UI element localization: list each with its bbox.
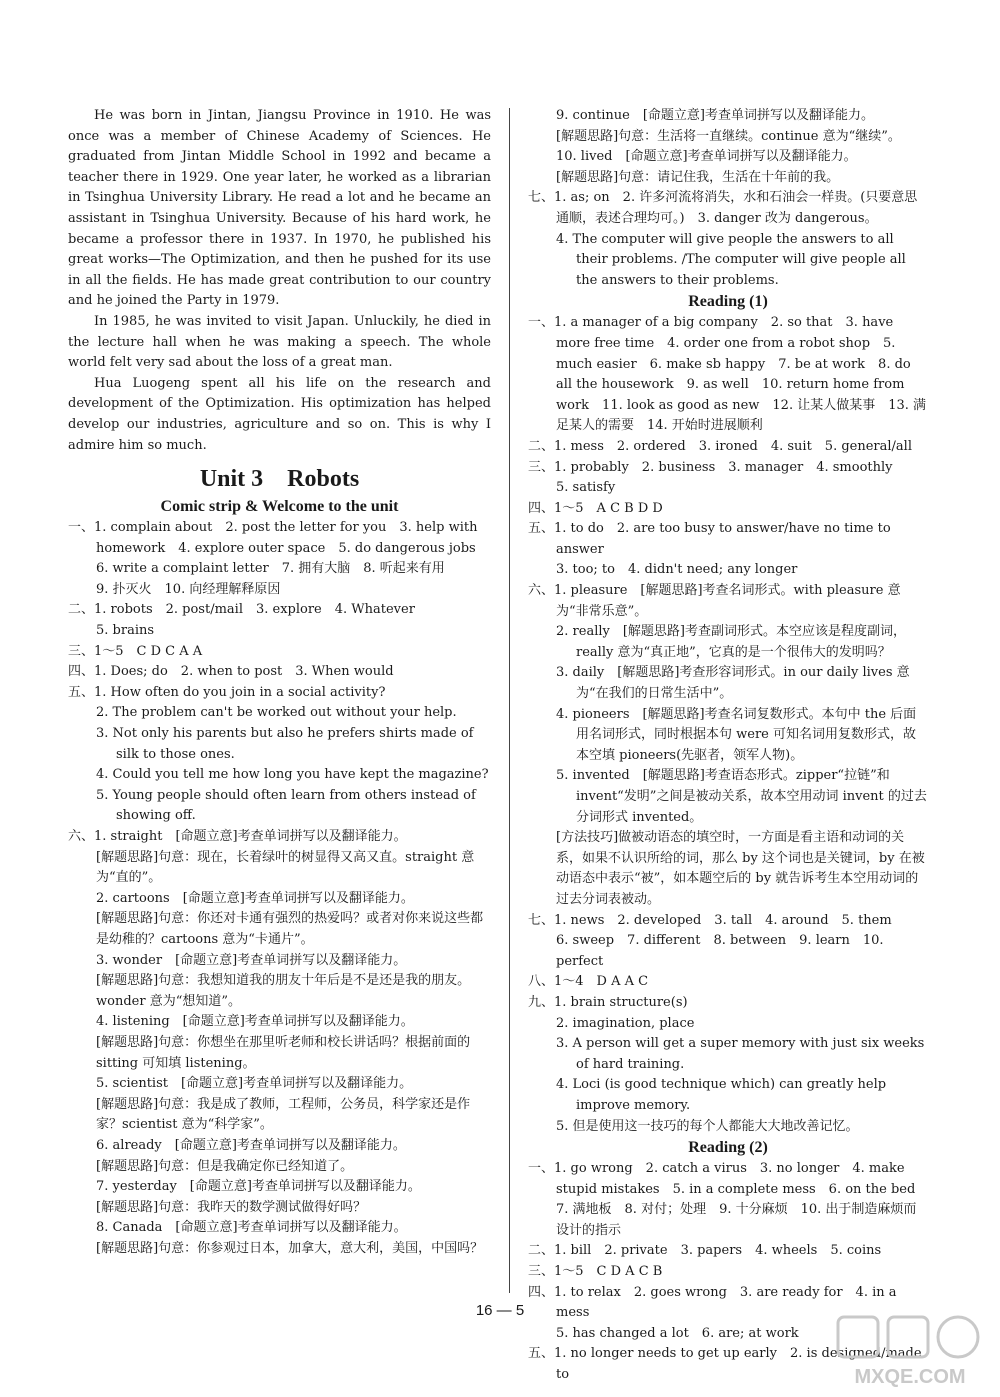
answer-item: 3. A person will get a super memory with just six weeks of hard training. bbox=[556, 1036, 925, 1072]
answer-item: 4. pioneers [解题思路]考查名词复数形式。本句中 the 后面用名词形式，同时根据本句 were 可知名词用复数形式，故本空填 pioneers(先驱者，领军人物)。 bbox=[556, 706, 917, 763]
answer-item: 五、1. How often do you join in a social activity? bbox=[68, 684, 386, 700]
right-column bbox=[528, 106, 928, 1386]
answer-item: 4. The computer will give people the answers to all their problems. /The computer will give people all the answers to their problems. bbox=[556, 231, 906, 288]
answer-item: 3. too; to 4. didn't need; any longer bbox=[556, 562, 798, 578]
answer-item: 一、1. complain about 2. post the letter for you 3. help with homework 4. explore outer space 5. do dangerous jobs bbox=[68, 520, 478, 556]
answer-item: 一、1. a manager of a big company 2. so that 3. have more free time 4. order one from a robot shop 5. much easier 6. make sb happy 7. be at work 8. do all the housework 9. as well 10. return home from work 11. look as good as new 12. 让某人做某事 13. 满足某人的需要 14. 开始时进展顺利 bbox=[528, 315, 927, 434]
answer-item: 九、1. brain structure(s) bbox=[528, 994, 688, 1010]
answer-item: 七、1. news 2. developed 3. tall 4. around 5. them bbox=[528, 912, 892, 928]
answer-item: 二、1. bill 2. private 3. papers 4. wheels 5. coins bbox=[528, 1243, 882, 1259]
watermark-text: MXQE.COM bbox=[854, 1366, 966, 1388]
answer-item: [解题思路]句意：你还对卡通有强烈的热爱吗？或者对你来说这些都是幼稚的？cartoons 意为“卡通片”。 bbox=[96, 911, 484, 947]
watermark-logo bbox=[834, 1313, 986, 1389]
page-number: 16 — 5 bbox=[475, 1302, 525, 1319]
answer-item: 6. sweep 7. different 8. between 9. learn 10. perfect bbox=[556, 933, 884, 969]
answer-item: [解题思路]句意：我想知道我的朋友十年后是不是还是我的朋友。wonder 意为“想知道”。 bbox=[96, 973, 471, 1009]
essay-paragraph: He was born in Jintan, Jiangsu Province in 1910. He was once was a member of Chinese Academy of Sciences. He graduated from Jintan Middle School in 1992 and became a teacher there in 1929. One year later, he worked as a librarian in Tsinghua University Library. He read a lot and he became an assistant in Tsinghua University. Because of his hard work, he became a professor there in 1937. In 1970, he published his great works—The Optimization, and then he pushed for its use in all the fields. He has made great contribution to our country and he joined the Party in 1979. bbox=[68, 108, 491, 309]
answer-item: 4. Loci (is good technique which) can greatly help improve memory. bbox=[556, 1077, 887, 1113]
answer-item: [解题思路]句意：现在，长着绿叶的树显得又高又直。straight 意为“直的”。 bbox=[96, 849, 475, 886]
answer-item: 9. continue [命题立意]考查单词拼写以及翻译能力。 bbox=[556, 108, 874, 123]
answer-item: 四、1. Does; do 2. when to post 3. When would bbox=[68, 664, 394, 680]
answer-item: 四、1. to relax 2. goes wrong 3. are ready for 4. in a mess bbox=[528, 1284, 897, 1321]
answer-item: 6. write a complaint letter 7. 拥有大脑 8. 听起来有用 bbox=[96, 561, 445, 577]
answer-item: [解题思路]句意：但是我确定你已经知道了。 bbox=[96, 1158, 354, 1174]
answer-item: 9. 扑灭火 10. 向经理解释原因 bbox=[96, 581, 281, 597]
answer-item: 七、1. as; on 2. 许多河流将消失，水和石油会一样贵。(只要意思通顺，表述合理均可。) 3. danger 改为 dangerous。 bbox=[528, 190, 918, 226]
answer-item: 5. satisfy bbox=[556, 480, 616, 496]
answer-list bbox=[528, 313, 928, 1137]
answer-item: 三、1～5 C D A C B bbox=[528, 1264, 663, 1280]
column-divider bbox=[509, 108, 510, 1293]
answer-item: 四、1～5 A C B D D bbox=[528, 500, 663, 516]
answer-item: [解题思路]句意：我是成了教师，工程师，公务员，科学家还是作家？scientist 意为“科学家”。 bbox=[96, 1096, 471, 1133]
answer-item: [解题思路]句意：你参观过日本，加拿大，意大利，美国，中国吗？ bbox=[96, 1240, 484, 1256]
answer-item: 2. imagination, place bbox=[556, 1015, 695, 1031]
answer-item: 7. yesterday [命题立意]考查单词拼写以及翻译能力。 bbox=[96, 1179, 421, 1195]
section-title-reading-2: Reading (2) bbox=[688, 1139, 768, 1157]
answer-item: [解题思路]句意：请记住我，生活在十年前的我。 bbox=[556, 169, 840, 185]
left-column bbox=[68, 106, 491, 1259]
answer-item: 5. scientist [命题立意]考查单词拼写以及翻译能力。 bbox=[96, 1076, 413, 1092]
answer-item: 二、1. mess 2. ordered 3. ironed 4. suit 5. general/all bbox=[528, 438, 912, 454]
answer-list bbox=[528, 106, 928, 291]
answer-item: 五、1. no longer needs to get up early 2. is designed/made to bbox=[528, 1346, 922, 1383]
answer-item: [解题思路]句意：你想坐在那里听老师和校长讲话吗？根据前面的 sitting 可知填 listening。 bbox=[96, 1034, 471, 1071]
answer-item: 5. Young people should often learn from others instead of showing off. bbox=[96, 787, 476, 824]
essay-paragraph: Hua Luogeng spent all his life on the research and development of the Optimization. His optimization has helped develop our industries, agriculture and so on. This is why I admire him so much. bbox=[68, 375, 491, 453]
answer-item: 三、1～5 C D C A A bbox=[68, 643, 203, 659]
answer-list bbox=[68, 518, 491, 1259]
answer-item: 六、1. pleasure [解题思路]考查名词形式。with pleasure 意为“非常乐意”。 bbox=[528, 583, 901, 619]
answer-item: [解题思路]句意：生活将一直继续。continue 意为“继续”。 bbox=[556, 128, 901, 144]
answer-item: 三、1. probably 2. business 3. manager 4. smoothly bbox=[528, 459, 893, 475]
answer-item: 六、1. straight [命题立意]考查单词拼写以及翻译能力。 bbox=[68, 829, 407, 844]
answer-item: [方法技巧]做被动语态的填空时，一方面是看主语和动词的关系，如果不认识所给的词，那么 by 这个词也是关键词，by 在被动语态中表示“被”，如本题空后的 by 就告诉考生本空用动词的过去分词表被动。 bbox=[556, 830, 925, 907]
section-title-reading-1: Reading (1) bbox=[688, 293, 768, 311]
answer-item: 5. has changed a lot 6. are; at work bbox=[556, 1325, 799, 1341]
answer-item: 五、1. to do 2. are too busy to answer/have no time to answer bbox=[528, 521, 891, 557]
answer-item: 一、1. go wrong 2. catch a virus 3. no longer 4. make stupid mistakes 5. in a complete mess 6. on the bed 7. 满地板 8. 对付；处理 9. 十分麻烦 10. 出于制造麻烦而设计的指示 bbox=[528, 1161, 929, 1238]
answer-item: 3. wonder [命题立意]考查单词拼写以及翻译能力。 bbox=[96, 952, 407, 968]
answer-item: 5. brains bbox=[96, 623, 155, 639]
answer-item: 6. already [命题立意]考查单词拼写以及翻译能力。 bbox=[96, 1137, 406, 1153]
unit-title: Unit 3 Robots bbox=[199, 466, 360, 493]
answer-item: 10. lived [命题立意]考查单词拼写以及翻译能力。 bbox=[556, 149, 857, 165]
essay-paragraph: In 1985, he was invited to visit Japan. Unluckily, he died in the lecture hall when he was making a speech. The whole world felt very sad about the loss of a great man. bbox=[68, 313, 491, 371]
answer-item: 2. really [解题思路]考查副词形式。本空应该是程度副词，really 意为“真正地”，它真的是一个很伟大的发明吗？ bbox=[556, 624, 906, 660]
answer-item: 8. Canada [命题立意]考查单词拼写以及翻译能力。 bbox=[96, 1220, 407, 1236]
answer-item: 八、1～4 D A A C bbox=[528, 974, 649, 990]
answer-item: 4. Could you tell me how long you have kept the magazine? bbox=[96, 767, 489, 783]
answer-item: [解题思路]句意：我昨天的数学测试做得好吗？ bbox=[96, 1199, 367, 1215]
answer-item: 3. daily [解题思路]考查形容词形式。in our daily lives 意为“在我们的日常生活中”。 bbox=[556, 665, 910, 702]
answer-item: 5. invented [解题思路]考查语态形式。zipper“拉链”和 invent“发明”之间是被动关系，故本空用动词 invent 的过去分词形式 invented。 bbox=[556, 768, 927, 825]
answer-item: 3. Not only his parents but also he prefers shirts made of silk to those ones. bbox=[96, 726, 474, 762]
answer-item: 二、1. robots 2. post/mail 3. explore 4. Whatever bbox=[68, 602, 415, 618]
answer-item: 4. listening [命题立意]考查单词拼写以及翻译能力。 bbox=[96, 1014, 414, 1030]
section-title: Comic strip & Welcome to the unit bbox=[160, 498, 399, 516]
answer-item: 2. The problem can't be worked out without your help. bbox=[96, 705, 457, 721]
answer-item: 2. cartoons [命题立意]考查单词拼写以及翻译能力。 bbox=[96, 890, 414, 906]
answer-item: 5. 但是使用这一技巧的每个人都能大大地改善记忆。 bbox=[556, 1118, 859, 1134]
